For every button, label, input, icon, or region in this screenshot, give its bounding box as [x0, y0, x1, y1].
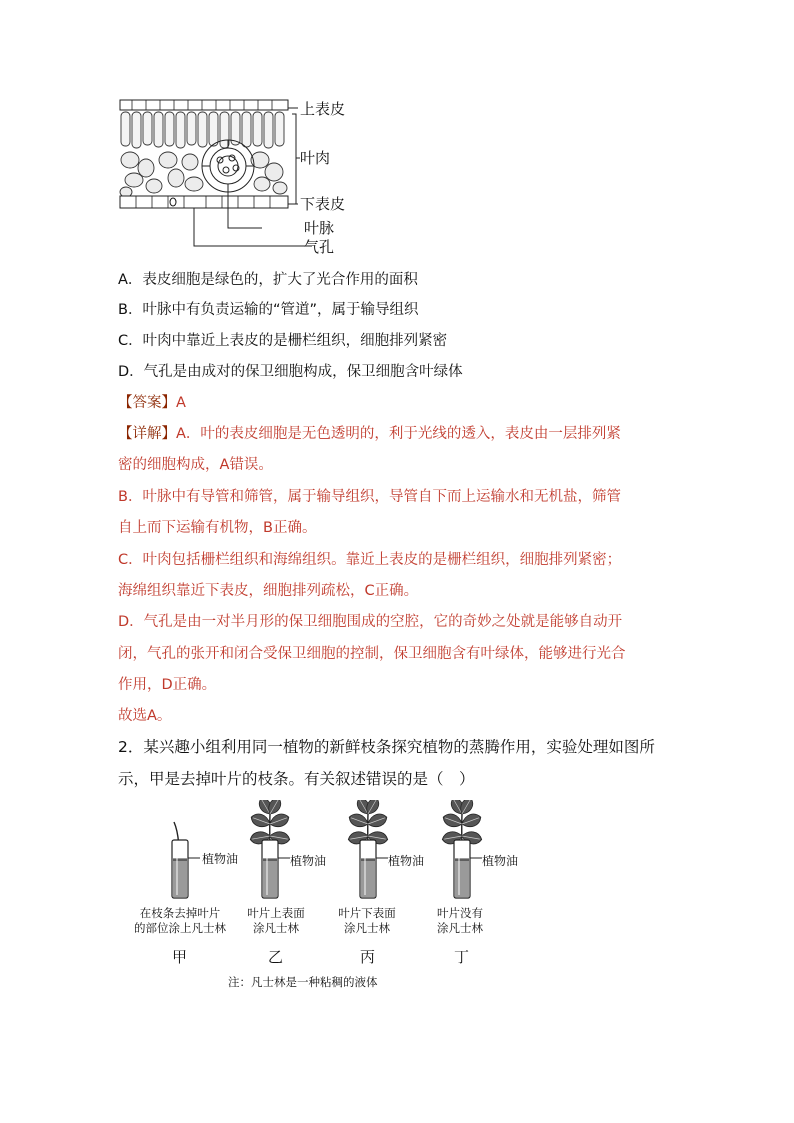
group-name-jia: 甲 — [172, 948, 188, 966]
explanation-line-9: 作用，D正确。 — [118, 677, 217, 693]
explanation-line-5: C．叶肉包括栅栏组织和海绵组织。靠近上表皮的是栅栏组织，细胞排列紧密； — [118, 552, 622, 568]
label-vein: 叶脉 — [304, 219, 335, 237]
group-name-ding: 丁 — [454, 948, 470, 966]
question2-line-1: 2．某兴趣小组利用同一植物的新鲜枝条探究植物的蒸腾作用，实验处理如图所 — [118, 738, 655, 756]
answer-tag: 【答案】 — [118, 395, 176, 411]
oil-label-yi: 植物油 — [290, 854, 327, 868]
group-desc-bing-1: 叶片下表面 — [338, 906, 396, 920]
explanation-text-1: A．叶的表皮细胞是无色透明的，利于光线的透入，表皮由一层排列紧 — [176, 426, 621, 442]
question2-line-2: 示，甲是去掉叶片的枝条。有关叙述错误的是（ ） — [118, 770, 475, 788]
group-desc-jia-1: 在枝条去掉叶片 — [139, 906, 221, 920]
group-desc-yi-2: 涂凡士林 — [253, 921, 299, 935]
label-upper-epidermis: 上表皮 — [300, 100, 346, 118]
group-desc-ding — [420, 906, 500, 936]
group-desc-bing-2: 涂凡士林 — [344, 921, 390, 935]
group-desc-yi — [236, 906, 316, 936]
experiment-drawing — [120, 800, 540, 910]
explanation-line-3: B．叶脉中有导管和筛管，属于输导组织，导管自下而上运输水和无机盐，筛管 — [118, 489, 621, 505]
group-desc-bing — [327, 906, 407, 936]
tube-jia — [172, 822, 200, 898]
option-b: B．叶脉中有负责运输的“管道”，属于输导组织 — [118, 302, 419, 318]
group-desc-jia — [122, 906, 238, 936]
tube-bing — [347, 800, 389, 898]
tube-yi — [249, 800, 291, 898]
label-lower-epidermis: 下表皮 — [300, 195, 346, 213]
explanation-line-4: 自上而下运输有机物，B正确。 — [118, 520, 317, 536]
explanation-line-8: 闭，气孔的张开和闭合受保卫细胞的控制，保卫细胞含有叶绿体，能够进行光合 — [118, 646, 626, 662]
group-desc-ding-1: 叶片没有 — [437, 906, 483, 920]
explanation-line-2: 密的细胞构成，A错误。 — [118, 457, 273, 473]
explanation-tag: 【详解】 — [118, 426, 176, 442]
oil-label-bing: 植物油 — [388, 854, 425, 868]
explanation-conclusion: 故选A。 — [118, 708, 172, 724]
answer-line — [118, 393, 186, 413]
oil-label-jia: 植物油 — [202, 852, 239, 866]
group-desc-yi-1: 叶片上表面 — [247, 906, 305, 920]
label-stoma: 气孔 — [304, 238, 335, 256]
group-desc-ding-2: 涂凡士林 — [437, 921, 483, 935]
option-c: C．叶肉中靠近上表皮的是栅栏组织，细胞排列紧密 — [118, 333, 448, 349]
group-name-yi: 乙 — [268, 948, 284, 966]
label-mesophyll: 叶肉 — [300, 149, 331, 167]
experiment-note: 注：凡士林是一种粘稠的液体 — [228, 975, 378, 989]
option-a: A．表皮细胞是绿色的，扩大了光合作用的面积 — [118, 272, 418, 288]
explanation-line-6: 海绵组织靠近下表皮，细胞排列疏松，C正确。 — [118, 583, 419, 599]
explanation-line-1 — [118, 424, 621, 444]
group-name-bing: 丙 — [360, 948, 376, 966]
group-desc-jia-2: 的部位涂上凡士林 — [134, 921, 226, 935]
tube-ding — [441, 800, 483, 898]
oil-label-ding: 植物油 — [482, 854, 519, 868]
option-d: D．气孔是由成对的保卫细胞构成，保卫细胞含叶绿体 — [118, 364, 463, 380]
experiment-figure — [120, 800, 540, 910]
explanation-line-7: D．气孔是由一对半月形的保卫细胞围成的空腔，它的奇妙之处就是能够自动开 — [118, 614, 623, 630]
answer-value: A — [176, 395, 186, 411]
